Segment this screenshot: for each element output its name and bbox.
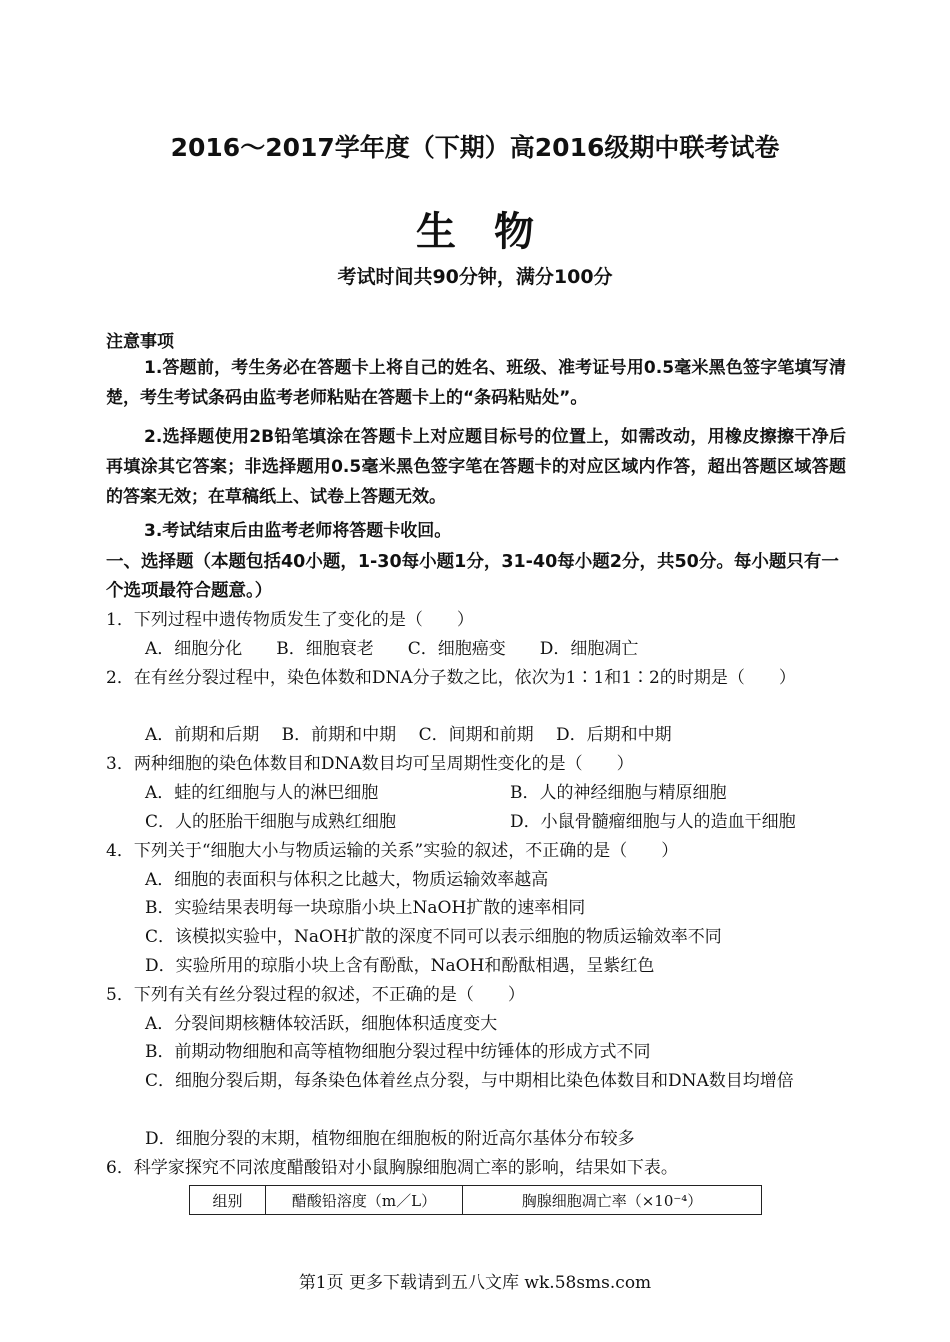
question-4-option-b: B．实验结果表明每一块琼脂小块上NaOH扩散的速率相同 — [145, 898, 586, 918]
question-5-option-a: A．分裂间期核糖体较活跃，细胞体积适度变大 — [145, 1014, 498, 1034]
question-5-option-d: D．细胞分裂的末期，植物细胞在细胞板的附近高尔基体分布较多 — [145, 1129, 635, 1149]
exam-time-info: 考试时间共90分钟，满分100分 — [337, 266, 613, 288]
exam-title: 2016～2017学年度（下期）高2016级期中联考试卷 — [170, 133, 780, 162]
table-header-row — [190, 1186, 762, 1215]
question-6-stem: 6．科学家探究不同浓度醋酸铅对小鼠胸腺细胞凋亡率的影响，结果如下表。 — [106, 1158, 678, 1178]
table-header-cell: 组别 — [190, 1186, 266, 1215]
question-5-option-c: C．细胞分裂后期，每条染色体着丝点分裂，与中期相比染色体数目和DNA数目均增倍 — [145, 1071, 794, 1091]
question-4-option-a: A．细胞的表面积与体积之比越大，物质运输效率越高 — [145, 870, 549, 890]
question-4-stem: 4．下列关于“细胞大小与物质运输的关系”实验的叙述，不正确的是（ ） — [106, 841, 679, 861]
question-1-options: A．细胞分化 B．细胞衰老 C．细胞癌变 D．细胞凋亡 — [145, 639, 639, 659]
question-3-option-d: D．小鼠骨髓瘤细胞与人的造血干细胞 — [510, 812, 796, 832]
question-5-option-b: B．前期动物细胞和高等植物细胞分裂过程中纺锤体的形成方式不同 — [145, 1042, 651, 1062]
question-2-options: A．前期和后期 B．前期和中期 C．间期和前期 D．后期和中期 — [145, 725, 672, 745]
question-1-stem: 1．下列过程中遗传物质发生了变化的是（ ） — [106, 610, 474, 630]
results-table — [189, 1185, 762, 1215]
question-5-stem: 5．下列有关有丝分裂过程的叙述，不正确的是（ ） — [106, 985, 525, 1005]
question-4-option-c: C．该模拟实验中，NaOH扩散的深度不同可以表示细胞的物质运输效率不同 — [145, 927, 722, 947]
question-3-option-a: A．蛙的红细胞与人的淋巴细胞 — [145, 783, 379, 803]
notice-heading: 注意事项 — [106, 332, 174, 352]
table-header-cell: 胸腺细胞凋亡率（×10⁻⁴） — [463, 1186, 762, 1215]
question-2-stem: 2．在有丝分裂过程中，染色体数和DNA分子数之比，依次为1∶1和1∶2的时期是（ ） — [106, 668, 796, 688]
section-heading: 一、选择题（本题包括40小题，1-30每小题1分，31-40每小题2分，共50分。每小题只有一个选项最符合题意。） — [106, 552, 839, 601]
notice-item-3: 3.考试结束后由监考老师将答题卡收回。 — [144, 521, 452, 541]
page-footer: 第1页 更多下载请到五八文库 wk.58sms.com — [298, 1273, 652, 1293]
table-header-cell: 醋酸铅溶度（m／L） — [266, 1186, 463, 1215]
subject-heading: 生物 — [416, 209, 572, 255]
notice-item-2: 2.选择题使用2B铅笔填涂在答题卡上对应题目标号的位置上，如需改动，用橡皮擦擦干净后再填涂其它答案；非选择题用0.5毫米黑色签字笔在答题卡的对应区域内作答，超出答题区域答题的答案无效；在草稿纸上、试卷上答题无效。 — [106, 427, 846, 507]
question-3-option-b: B．人的神经细胞与精原细胞 — [510, 783, 727, 803]
question-4-option-d: D．实验所用的琼脂小块上含有酚酞，NaOH和酚酞相遇，呈紫红色 — [145, 956, 655, 976]
question-3-stem: 3．两种细胞的染色体数目和DNA数目均可呈周期性变化的是（ ） — [106, 754, 634, 774]
notice-item-1: 1.答题前，考生务必在答题卡上将自己的姓名、班级、准考证号用0.5毫米黑色签字笔填写清楚，考生考试条码由监考老师粘贴在答题卡上的“条码粘贴处”。 — [106, 358, 846, 408]
question-3-option-c: C．人的胚胎干细胞与成熟红细胞 — [145, 812, 397, 832]
